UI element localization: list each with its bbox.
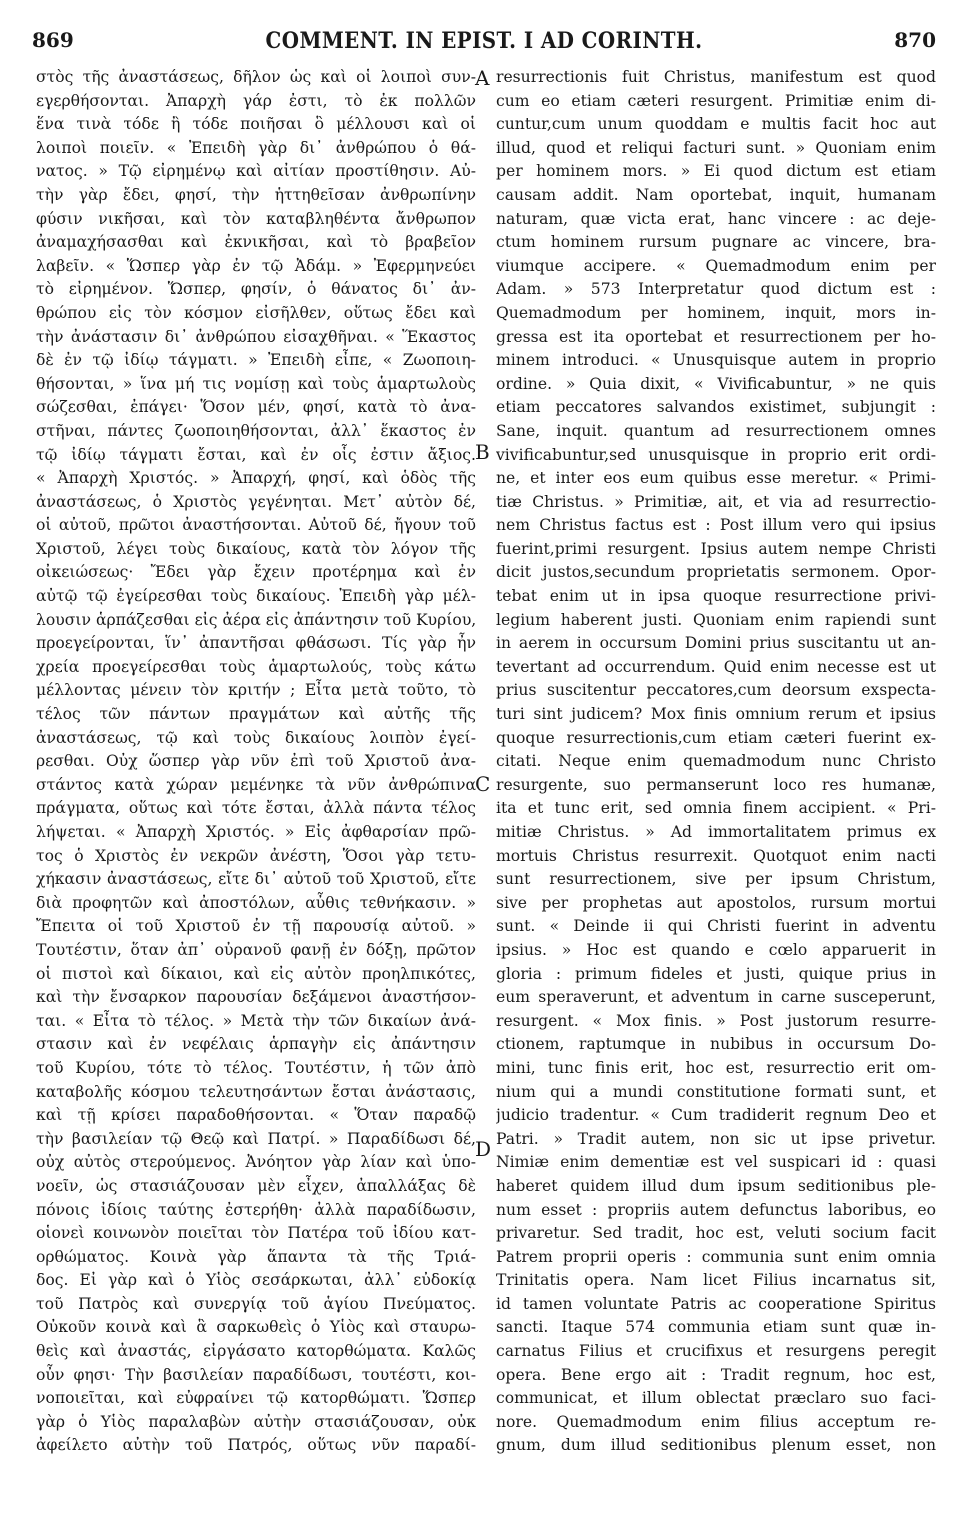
latin-text-line: gnum, dum illud seditionibus plenum esset, non bbox=[496, 1436, 936, 1455]
latin-text-line: cuntur,cum unum quoddam e multis facit hoc aut bbox=[496, 115, 936, 134]
latin-text-line: viumque accipere. « Quemadmodum enim per bbox=[496, 256, 936, 275]
latin-text-line: illud, quod et reliqui facturi sunt. » Quoniam enim bbox=[496, 138, 936, 157]
greek-text-line: Τουτέστιν, ὅταν ἀπ᾽ οὐρανοῦ φανῇ ἐν δόξῃ, πρῶτον bbox=[36, 940, 476, 959]
greek-text-line: Ἔπειτα οἱ τοῦ Χριστοῦ ἐν τῇ παρουσίᾳ αὐτοῦ. » bbox=[36, 917, 476, 936]
greek-text-line: λήψεται. « Ἀπαρχὴ Χριστός. » Εἰς ἀφθαρσίαν πρῶ- bbox=[36, 823, 476, 841]
latin-text-line: sunt. « Deinde ii qui Christi fuerint in adventu bbox=[496, 917, 936, 936]
latin-text-line: etiam peccatores salvandos existimet, subjungit : bbox=[496, 398, 936, 417]
latin-text-line: legium haberent justi. Quoniam enim rapiendi sunt bbox=[496, 610, 936, 629]
greek-text-line: οἱ πιστοὶ καὶ δίκαιοι, καὶ εἰς αὐτὸν προηλπικότες, bbox=[36, 964, 476, 983]
greek-text-line: ἀφείλετο αὐτὴν τοῦ Πατρός, οὕτως νῦν παραδί- bbox=[36, 1436, 476, 1455]
greek-text-line: καὶ τῇ κρίσει παραδοθήσονται. « Ὅταν παραδῷ bbox=[36, 1106, 476, 1125]
latin-text-line: per hominem mors. » Ei quod dictum est etiam bbox=[496, 162, 936, 181]
latin-text-line: Quemadmodum per hominem, inquit, mors in- bbox=[496, 303, 936, 322]
latin-column bbox=[496, 66, 936, 1458]
greek-text-line: ἀναστάσεως, ὁ Χριστὸς γεγένηται. Μετ᾽ αὐτὸν δέ, bbox=[36, 492, 476, 511]
greek-text-line: ἀναμαχήσασθαι καὶ ἐκνικῆσαι, καὶ τὸ βραβεῖον bbox=[36, 233, 476, 252]
greek-text-line: στάντος κατὰ χώραν μεμένηκε τὰ νῦν ἀνθρώπινα bbox=[36, 775, 476, 794]
latin-text-line: Trinitatis opera. Nam licet Filius incarnatus sit, bbox=[496, 1271, 936, 1290]
latin-text-line: Patrem proprii operis : communia sunt enim omnia bbox=[496, 1247, 936, 1266]
greek-text-line: σώζεσθαι, ἐπάγει· Ὅσον μέν, φησί, κατὰ τὸ ἀνα- bbox=[36, 398, 476, 417]
greek-text-line: θρώπου εἰς τὸν κόσμον εἰσῆλθεν, οὕτως ἔδει καὶ bbox=[36, 303, 476, 322]
greek-text-line: διὰ προφητῶν καὶ ἀποστόλων, αὖθις τεθνήκασιν. » bbox=[36, 893, 476, 912]
latin-text-line: sunt resurrectionem, sive per ipsum Christum, bbox=[496, 870, 936, 889]
latin-text-line: vivificabuntur,sed unusquisque in proprio erit ordi- bbox=[496, 445, 936, 464]
latin-text-line: prius suscitentur peccatores,cum deorsum exspecta- bbox=[496, 681, 936, 700]
latin-text-line: gloria : primum fideles et justi, quique prius in bbox=[496, 964, 936, 983]
latin-text-line: cum eo etiam cæteri resurgent. Primitiæ enim di- bbox=[496, 91, 936, 110]
latin-text-line: naturam, quæ victa erat, hanc vincere : ac deje- bbox=[496, 209, 936, 228]
greek-text-line: Χριστοῦ, λέγει τοὺς δικαίους, κατὰ τὸν λόγον τῆς bbox=[36, 539, 476, 558]
greek-text-line: νοεῖν, ὡς στασιάζουσαν μὲν εἶχεν, ἀπαλλάξας δὲ bbox=[36, 1176, 476, 1195]
latin-text-line: resurrectionis fuit Christus, manifestum est quod bbox=[496, 68, 936, 86]
latin-text-line: sancti. Itaque 574 communia etiam sunt quæ in- bbox=[496, 1318, 936, 1337]
greek-text-line: λουσιν ἁρπάζεσθαι εἰς ἀέρα εἰς ἀπάντησιν τοῦ Κυρίου, bbox=[36, 610, 476, 629]
latin-text-line: gressa est ita oportebat et resurrectionem per ho- bbox=[496, 327, 936, 346]
greek-text-line: τὴν ἀνάστασιν δι᾽ ἀνθρώπου εἰσαχθῆναι. « Ἕκαστος bbox=[36, 327, 476, 346]
latin-text-line: judicio tradentur. « Cum tradiderit regnum Deo et bbox=[496, 1106, 936, 1125]
latin-text-line: sive per prophetas aut apostolos, rursum mortui bbox=[496, 893, 936, 912]
greek-text-line: τοῦ Κυρίου, τότε τὸ τέλος. Τουτέστιν, ἡ τῶν ἀπὸ bbox=[36, 1058, 476, 1077]
latin-text-line: quoque resurrectionis,cum etiam cæteri fuerint ex- bbox=[496, 728, 936, 747]
greek-text-line: ἀναστάσεως, τῷ καὶ τοὺς δικαίους λοιπὸν ἐγεί- bbox=[36, 728, 476, 747]
greek-text-line: εγερθήσονται. Ἀπαρχὴ γάρ ἐστι, τὸ ἐκ πολλῶν bbox=[36, 91, 476, 110]
greek-text-line: « Ἀπαρχὴ Χριστός. » Ἀπαρχή, φησί, καὶ ὁδὸς τῆς bbox=[36, 469, 476, 488]
greek-text-line: τοῦ Πατρὸς καὶ συνεργίᾳ τοῦ ἁγίου Πνεύματος. bbox=[36, 1294, 476, 1313]
latin-text-line: tiæ Christus. » Primitiæ, ait, et via ad resurrectio- bbox=[496, 492, 936, 511]
running-title: COMMENT. IN EPIST. I AD CORINTH. bbox=[265, 28, 703, 54]
section-marker-d: D bbox=[475, 1137, 492, 1161]
latin-text-line: turi sint judicem? Mox finis omnium rerum et ipsius bbox=[496, 705, 936, 724]
page-number-right: 870 bbox=[894, 28, 936, 52]
latin-text-line: Nimiæ enim dementiæ est vel suspicari id : quasi bbox=[496, 1153, 936, 1172]
greek-text-line: ἕνα τινὰ τόδε ἢ τόδε ποιῆσαι ὃ μέλλουσι καὶ οἱ bbox=[36, 115, 476, 134]
latin-text-line: mortuis Christus resurrexit. Quotquot enim nacti bbox=[496, 846, 936, 865]
latin-text-line: causam addit. Nam oportebat, inquit, humanam bbox=[496, 185, 936, 204]
greek-text-line: δος. Εἰ γὰρ καὶ ὁ Υἱὸς σεσάρκωται, ἀλλ᾽ εὐδοκίᾳ bbox=[36, 1271, 476, 1290]
latin-text-line: ctionem, raptumque in nubibus in occursum Do- bbox=[496, 1035, 936, 1054]
latin-text-line: mitiæ Christus. » Ad immortalitatem primus ex bbox=[496, 823, 936, 841]
greek-text-line: τος ὁ Χριστὸς ἐν νεκρῶν ἀνέστη, Ὅσοι γὰρ τετυ- bbox=[36, 846, 476, 865]
greek-text-line: στασιν καὶ ἐν νεφέλαις ἁρπαγὴν εἰς ἀπάντησιν bbox=[36, 1035, 476, 1054]
latin-text-line: Adam. » 573 Interpretatur quod dictum est : bbox=[496, 280, 936, 299]
latin-text-line: tevertant ad occurrendum. Quid enim necesse est ut bbox=[496, 657, 936, 676]
greek-text-line: πόνοις ἰδίοις ταύτης ἐστερήθη· ἀλλὰ παραδίδωσιν, bbox=[36, 1200, 476, 1219]
latin-text-line: ita et tunc erit, sed omnia finem accipient. « Pri- bbox=[496, 799, 936, 818]
latin-text-line: nem Christus factus est : Post illum vero qui ipsius bbox=[496, 516, 936, 535]
section-marker-c: C bbox=[475, 772, 491, 796]
greek-text-line: μέλλοντας μένειν τὸν κριτήν ; Εἶτα μετὰ τοῦτο, τὸ bbox=[36, 681, 476, 700]
latin-text-line: id tamen voluntate Patris ac cooperatione Spiritus bbox=[496, 1294, 936, 1313]
greek-text-line: πράγματα, οὕτως καὶ τότε ἔσται, ἀλλὰ πάντα τέλος bbox=[36, 799, 476, 818]
latin-text-line: dicit justos,secundum proprietatis sermonem. Opor- bbox=[496, 563, 936, 582]
greek-text-line: ρεσθαι. Οὐχ ὥσπερ γὰρ νῦν ἐπὶ τοῦ Χριστοῦ ἀνα- bbox=[36, 752, 476, 771]
greek-text-line: οἱονεὶ κοινωνὸν ποιεῖται τὸν Πατέρα τοῦ ἰδίου κατ- bbox=[36, 1224, 476, 1243]
greek-text-line: θεὶς καὶ ἀναστάς, εἰργάσατο κατορθώματα. Καλῶς bbox=[36, 1342, 476, 1361]
latin-text-line: privaretur. Sed tradit, hoc est, veluti socium facit bbox=[496, 1224, 936, 1243]
latin-text-line: citati. Neque enim quemadmodum nunc Christo bbox=[496, 752, 936, 771]
latin-text-line: Patri. » Tradit autem, non sic ut ipse privetur. bbox=[496, 1129, 936, 1148]
latin-text-line: haberet quidem illud dum ipsum seditionibus ple- bbox=[496, 1176, 936, 1195]
greek-text-line: στῆναι, πάντες ζωοποιηθήσονται, ἀλλ᾽ ἕκαστος ἐν bbox=[36, 421, 476, 440]
greek-text-line: λαβεῖν. « Ὥσπερ γὰρ ἐν τῷ Ἀδάμ. » Ἐφερμηνεύει bbox=[36, 256, 476, 275]
greek-text-line: οὐχ αὐτὸς στερούμενος. Ἀνόητον γὰρ λίαν καὶ ὑπο- bbox=[36, 1153, 476, 1172]
latin-text-line: Sane, inquit. quantum ad resurrectionem omnes bbox=[496, 421, 936, 440]
greek-text-line: φύσιν νικῆσαι, καὶ τὸν καταβληθέντα ἄνθρωπον bbox=[36, 209, 476, 228]
page-number-left: 869 bbox=[32, 28, 74, 52]
latin-text-line: ordine. » Quia dixit, « Vivificabuntur, » ne quis bbox=[496, 374, 936, 393]
latin-text-line: opera. Bene ergo ait : Tradit regnum, hoc est, bbox=[496, 1365, 936, 1384]
latin-text-line: minem introduci. « Unusquisque autem in proprio bbox=[496, 351, 936, 370]
greek-text-line: Οὐκοῦν κοινὰ καὶ ἃ σαρκωθεὶς ὁ Υἱὸς καὶ σταυρω- bbox=[36, 1318, 476, 1337]
greek-text-line: οἱ αὐτοῦ, πρῶτοι ἀναστήσονται. Αὐτοῦ δέ, ἤγουν τοῦ bbox=[36, 516, 476, 535]
latin-text-line: nore. Quemadmodum enim filius acceptum re- bbox=[496, 1412, 936, 1431]
latin-text-line: ne, et inter eos eum quibus esse meretur. « Primi- bbox=[496, 469, 936, 488]
greek-column bbox=[36, 66, 476, 1458]
greek-text-line: προεγείρονται, ἵν᾽ ἀπαντῆσαι φθάσωσι. Τίς γὰρ ἦν bbox=[36, 634, 476, 653]
greek-text-line: ορθώματος. Κοινὰ γὰρ ἅπαντα τὰ τῆς Τριά- bbox=[36, 1247, 476, 1266]
latin-text-line: eum speraverunt, et adventum in carne susceperunt, bbox=[496, 988, 936, 1007]
greek-text-line: τέλος τῶν πάντων πραγμάτων καὶ αὐτῆς τῆς bbox=[36, 705, 476, 724]
latin-text-line: num esset : propriis autem defunctus laboribus, eo bbox=[496, 1200, 936, 1219]
greek-text-line: χρεία προεγείρεσθαι τοὺς ἁμαρτωλούς, τοὺς κάτω bbox=[36, 657, 476, 676]
greek-text-line: τὴν γὰρ ἔδει, φησί, τὴν ἡττηθεῖσαν ἀνθρωπίνην bbox=[36, 185, 476, 204]
latin-text-line: communicat, et illum oblectat præclaro suo faci- bbox=[496, 1389, 936, 1408]
latin-text-line: in aerem in occursum Domini prius suscitantu ut an- bbox=[496, 634, 936, 653]
greek-text-line: αὐτῷ τῷ ἐγείρεσθαι τοὺς δικαίους. Ἐπειδὴ γὰρ μέλ- bbox=[36, 587, 476, 606]
latin-text-line: tebat enim ut in ipsa quoque resurrectione privi- bbox=[496, 587, 936, 606]
section-marker-b: B bbox=[475, 440, 490, 464]
greek-text-line: καταβολῆς κόσμου τελευτησάντων ἔσται ἀνάστασις, bbox=[36, 1082, 476, 1101]
greek-text-line: λοιποὶ ποιεῖν. « Ἐπειδὴ γὰρ δι᾽ ἀνθρώπου ὁ θά- bbox=[36, 138, 476, 157]
latin-text-line: resurgente, suo permanserunt loco res humanæ, bbox=[496, 775, 936, 794]
greek-text-line: θήσονται, » ἵνα μή τις νομίσῃ καὶ τοὺς ἁμαρτωλοὺς bbox=[36, 374, 476, 393]
greek-text-line: δὲ ἐν τῷ ἰδίῳ τάγματι. » Ἐπειδὴ εἶπε, « Ζωοποιη- bbox=[36, 351, 476, 370]
section-marker-a: A bbox=[475, 66, 490, 90]
latin-text-line: resurgent. « Mox finis. » Post justorum resurre- bbox=[496, 1011, 936, 1030]
greek-text-line: νατος. » Τῷ εἰρημένῳ καὶ αἰτίαν προστίθησιν. Αὐ- bbox=[36, 162, 476, 181]
greek-text-line: οἰκειώσεως· Ἔδει γὰρ ἔχειν προτέρημα καὶ ἐν bbox=[36, 563, 476, 582]
greek-text-line: τὴν βασιλείαν τῷ Θεῷ καὶ Πατρί. » Παραδίδωσι δέ, bbox=[36, 1129, 476, 1148]
latin-text-line: carnatus Filius et crucifixus et resurgens peregit bbox=[496, 1342, 936, 1361]
latin-text-line: fuerint,primi resurgent. Ipsius autem nempe Christi bbox=[496, 539, 936, 558]
greek-text-line: γὰρ ὁ Υἱὸς παραλαβὼν αὐτὴν στασιάζουσαν, οὐκ bbox=[36, 1412, 476, 1431]
greek-text-line: χήκασιν ἀναστάσεως, εἴτε δι᾽ αὐτοῦ τοῦ Χριστοῦ, εἴτε bbox=[36, 870, 476, 889]
greek-text-line: τῷ ἰδίῳ τάγματι ἔσται, καὶ ἐν οἷς ἐστιν ἄξιος. bbox=[36, 445, 476, 464]
greek-text-line: νοποιεῖται, καὶ εὐφραίνει τῷ κατορθώματι. Ὥσπερ bbox=[36, 1389, 476, 1408]
greek-text-line: ται. « Εἶτα τὸ τέλος. » Μετὰ τὴν τῶν δικαίων ἀνά- bbox=[36, 1011, 476, 1030]
latin-text-line: mini, tunc finis erit, hoc est, resurrectio erit om- bbox=[496, 1058, 936, 1077]
latin-text-line: ipsius. » Hoc est quando e cœlo apparuerit in bbox=[496, 940, 936, 959]
greek-text-line: τὸ εἰρημένον. Ὥσπερ, φησίν, ὁ θάνατος δι᾽ ἀν- bbox=[36, 280, 476, 299]
latin-text-line: nium qui a mundi constitutione formati sunt, et bbox=[496, 1082, 936, 1101]
greek-text-line: καὶ τὴν ἔνσαρκον παρουσίαν δεξάμενοι ἀναστήσον- bbox=[36, 988, 476, 1007]
greek-text-line: στὸς τῆς ἀναστάσεως, δῆλον ὡς καὶ οἱ λοιποὶ συν- bbox=[36, 68, 476, 86]
page-header bbox=[32, 28, 936, 64]
latin-text-line: ctum hominem rursum pugnare ac vincere, bra- bbox=[496, 233, 936, 252]
greek-text-line: οὖν φησι· Τὴν βασιλείαν παραδίδωσι, τουτέστι, κοι- bbox=[36, 1365, 476, 1384]
